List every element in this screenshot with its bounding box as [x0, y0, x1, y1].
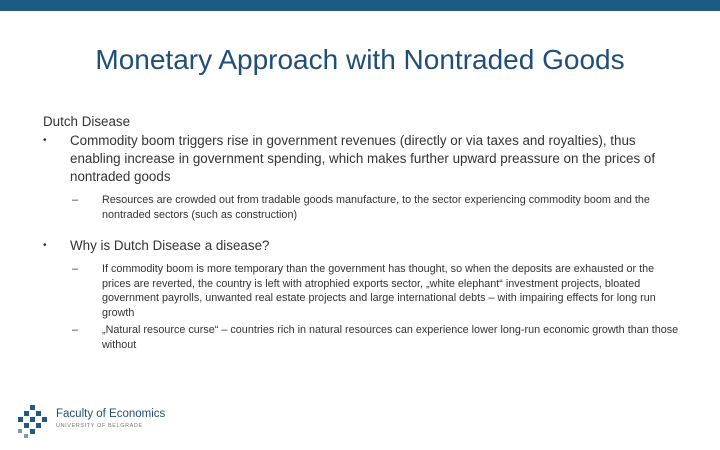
logo-name: Faculty of Economics: [56, 408, 166, 420]
bullet-text: Why is Dutch Disease a disease?: [70, 238, 270, 253]
bullet-item: [43, 132, 683, 186]
sub-bullet-text: „Natural resource curse“ – countries rich in natural resources can experience lower long-run economic growth than those without: [102, 324, 679, 351]
bullet-mark: •: [43, 240, 47, 251]
faculty-logo: [16, 405, 166, 439]
sub-bullet-mark: –: [72, 263, 79, 275]
logo-dots-icon: [16, 405, 52, 439]
sub-bullet-text: If commodity boom is more temporary than the government has thought, so when the deposits are exhausted or the prices are reverted, the country is left with atrophied exports sector, „white elephant“ investment projects, bloated government payrolls, unwanted real estate projects and large international debts – with impairing effects for long run growth: [102, 263, 656, 319]
bullet-text: Commodity boom triggers rise in government revenues (directly or via taxes and royalties), thus enabling increase in government spending, which makes further upward preassure on the prices of nontraded goods: [70, 133, 656, 184]
sub-bullet-item: [43, 262, 683, 320]
top-bar: [0, 0, 720, 11]
sub-bullet-item: [43, 193, 683, 222]
bullet-item: [43, 237, 683, 255]
section-heading: Dutch Disease: [43, 114, 131, 129]
slide-title: Monetary Approach with Nontraded Goods: [95, 44, 625, 75]
sub-bullet-text: Resources are crowded out from tradable goods manufacture, to the sector experiencing commodity boom and the nontraded sectors (such as construction): [102, 194, 650, 221]
sub-bullet-mark: –: [72, 324, 79, 336]
slide-content: [43, 113, 683, 352]
bullet-mark: •: [43, 135, 47, 146]
sub-bullet-mark: –: [72, 194, 79, 206]
logo-subtitle: UNIVERSITY OF BELGRADE: [56, 423, 143, 429]
sub-bullet-item: [43, 323, 683, 352]
